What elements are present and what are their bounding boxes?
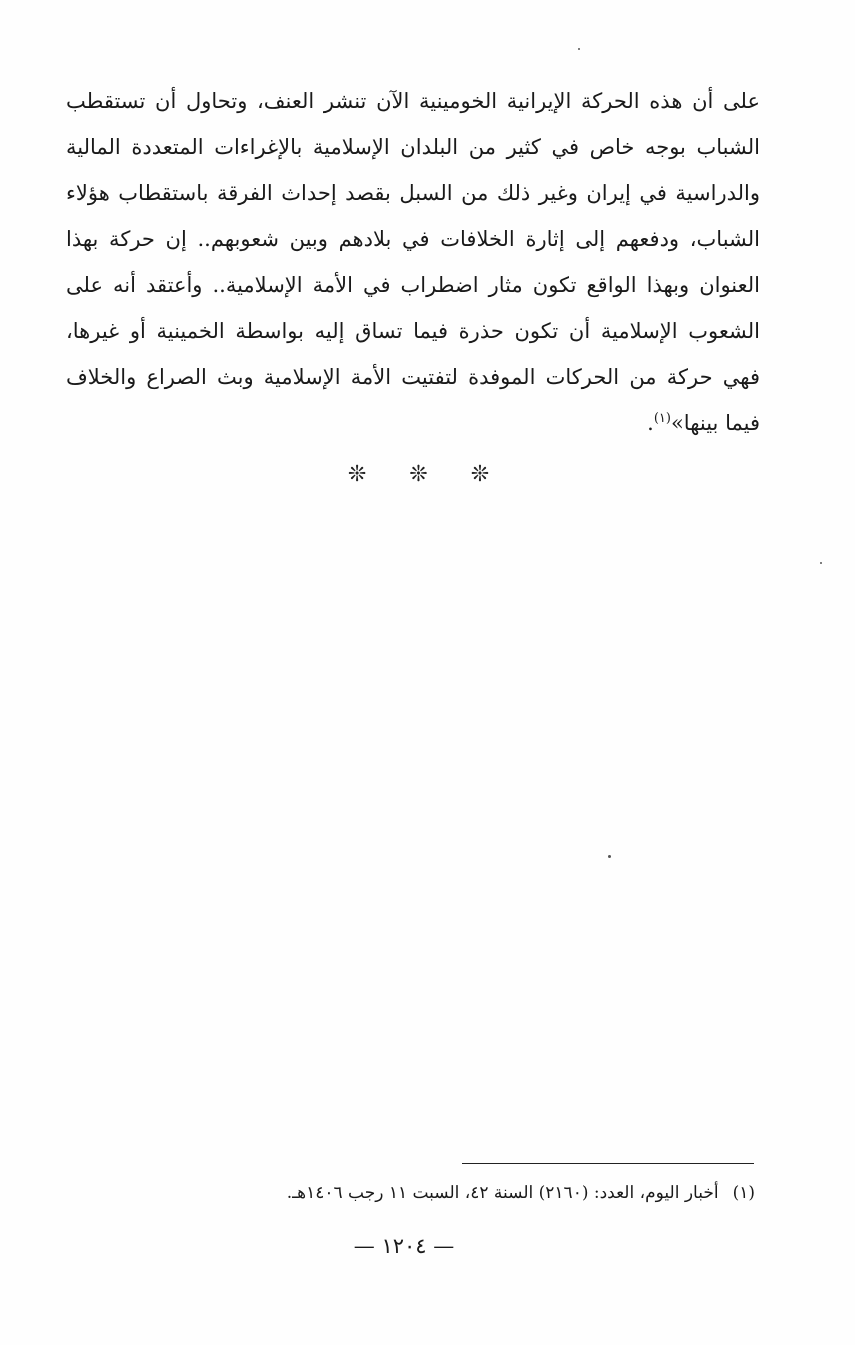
text-line: فهي حركة من الحركات الموفدة لتفتيت الأمة الإسلامية وبث الصراع والخلاف [66, 365, 760, 389]
text-line: على أن هذه الحركة الإيرانية الخومينية الآن تنشر العنف، وتحاول أن تستقطب [66, 89, 760, 113]
section-separator: ❊ ❊ ❊ [347, 462, 508, 487]
text-line: العنوان وبهذا الواقع تكون مثار اضطراب في الأمة الإسلامية.. وأعتقد أنه على [66, 273, 760, 297]
scan-speck [820, 562, 822, 564]
footnote-text: أخبار اليوم، العدد: (٢١٦٠) السنة ٤٢، السبت ١١ رجب ١٤٠٦هـ. [286, 1183, 719, 1203]
text-line: الشباب بوجه خاص في كثير من البلدان الإسلامية بالإغراءات المتعددة المالية [66, 135, 760, 159]
text-line: الشعوب الإسلامية أن تكون حذرة فيما تساق إليه بواسطة الخمينية أو غيرها، [66, 319, 760, 343]
footnote-reference[interactable]: (١) [653, 411, 671, 426]
text-line: والدراسية في إيران وغير ذلك من السبل بقصد إحداث الفرقة باستقطاب هؤلاء [66, 181, 760, 205]
footnote [155, 1178, 755, 1208]
footnote-divider [462, 1163, 754, 1164]
main-paragraph [66, 78, 760, 446]
scan-speck [608, 855, 611, 858]
text-line-last [66, 400, 760, 446]
footnote-number: (١) [732, 1183, 755, 1203]
scan-speck [578, 48, 580, 50]
last-line-end: . [647, 411, 654, 435]
page-number: — ١٢٠٤ — [353, 1234, 455, 1258]
text-line: الشباب، ودفعهم إلى إثارة الخلافات في بلادهم وبين شعوبهم.. إن حركة بهذا [66, 227, 760, 251]
last-line-text: فيما بينها» [670, 411, 760, 435]
